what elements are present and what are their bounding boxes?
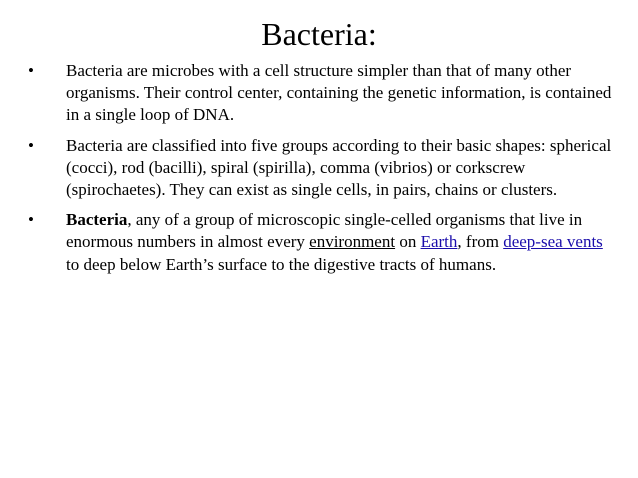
slide-title: Bacteria: bbox=[261, 16, 377, 52]
bullet-item bbox=[28, 209, 613, 276]
bullet-dot: • bbox=[28, 61, 34, 80]
bullet-dot: • bbox=[28, 135, 34, 155]
earth-link[interactable]: Earth bbox=[420, 232, 458, 252]
text-segment: , any of a group of microscopic single-celled organisms that live in enormous numbers in almost every bbox=[66, 210, 583, 252]
bullet-list bbox=[28, 60, 613, 284]
bullet-item bbox=[28, 135, 613, 202]
text-segment: to deep below Earth’s surface to the digestive tracts of humans. bbox=[66, 254, 497, 274]
bullet-text: Bacteria are classified into five groups according to their basic shapes: spherical (cocci), rod (bacilli), spiral (spirilla), comma (vibrios) or corkscrew (spirochaetes). They can exist as single cells, in pairs, chains or clusters. bbox=[66, 135, 612, 200]
bullet-item bbox=[28, 60, 613, 127]
environment-link[interactable]: environment bbox=[309, 232, 396, 252]
bold-term: Bacteria bbox=[66, 210, 128, 230]
bullet-text: Bacteria are microbes with a cell structure simpler than that of many other organisms. Their control center, containing the genetic information, is contained in a single loop of DNA. bbox=[66, 61, 612, 125]
text-segment: , from bbox=[457, 232, 504, 252]
bullet-text bbox=[66, 209, 613, 276]
bullet-dot: • bbox=[28, 210, 34, 230]
deep-sea-vents-link[interactable]: deep-sea vents bbox=[503, 232, 603, 252]
text-segment: on bbox=[395, 232, 421, 252]
